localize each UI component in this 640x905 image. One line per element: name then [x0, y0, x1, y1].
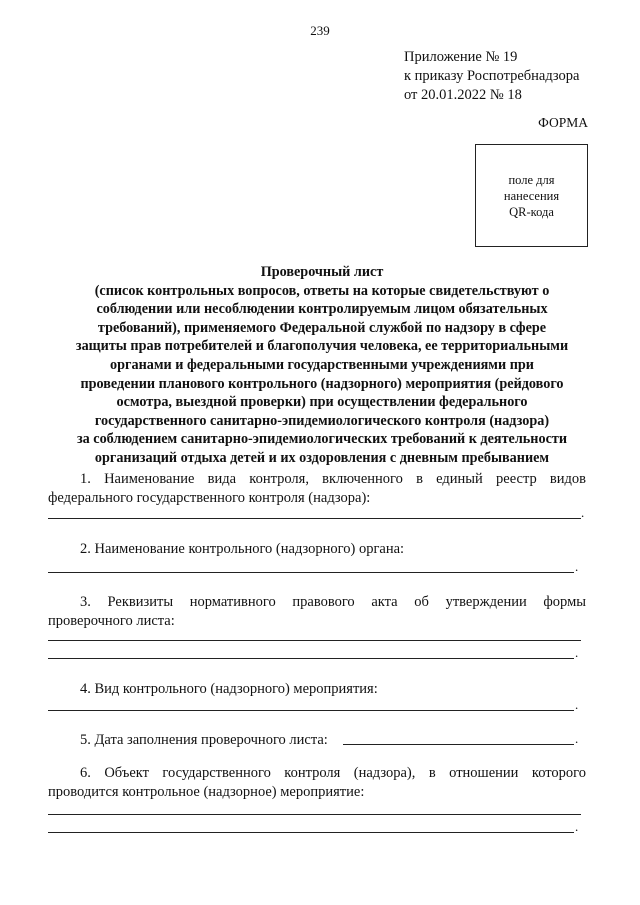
page-number: 239 [310, 23, 330, 38]
title-line: за соблюдением санитарно-эпидемиологических требований к деятельности [76, 431, 568, 448]
title-line: органами и федеральными государственными учреждениями при [110, 356, 534, 373]
line-end-period: . [575, 731, 579, 746]
form-item-1 [48, 470, 586, 508]
item-text: 3. Реквизиты нормативного правового акта об утверждении формы [80, 594, 586, 610]
item-1-fill-line[interactable] [48, 518, 581, 519]
form-item-6 [48, 764, 586, 802]
document-title [60, 263, 584, 468]
item-text: проверочного листа: [48, 613, 175, 629]
item-4-fill-line[interactable] [48, 710, 574, 711]
line-end-period: . [575, 697, 579, 712]
item-5-label: 5. Дата заполнения проверочного листа: [80, 732, 328, 748]
appendix-line: Приложение № 19 [404, 49, 518, 65]
line-end-period: . [575, 559, 579, 574]
line-end-period: . [581, 505, 585, 520]
title-line: требований), применяемого Федеральной службой по надзору в сфере [97, 319, 547, 336]
item-6-fill-line[interactable] [48, 814, 581, 815]
item-5-fill-line[interactable] [343, 744, 574, 745]
item-2-fill-line[interactable] [48, 572, 574, 573]
form-item-3 [48, 593, 586, 631]
qr-label-line: QR-кода [509, 204, 554, 219]
title-line: (список контрольных вопросов, ответы на которые свидетельствуют о [94, 282, 550, 299]
title-line: защиты прав потребителей и благополучия человека, ее территориальными [75, 338, 569, 355]
qr-code-field-label [504, 172, 559, 220]
title-heading: Проверочный лист [260, 264, 384, 280]
line-end-period: . [575, 819, 579, 834]
item-2-label: 2. Наименование контрольного (надзорного) органа: [80, 541, 405, 557]
title-line: государственного санитарно-эпидемиологического контроля (надзора) [94, 412, 550, 429]
qr-code-field [475, 144, 588, 247]
form-label: ФОРМА [538, 115, 588, 130]
appendix-line: к приказу Роспотребнадзора [404, 68, 580, 84]
appendix-line: от 20.01.2022 № 18 [404, 87, 522, 103]
item-text: 1. Наименование вида контроля, включенного в единый реестр видов [80, 471, 586, 487]
title-line: организаций отдыха детей и их оздоровления с дневным пребыванием [94, 449, 550, 466]
appendix-header [404, 48, 579, 105]
item-3-fill-line[interactable] [48, 640, 581, 641]
item-3-fill-line-2[interactable] [48, 658, 574, 659]
item-text: федерального государственного контроля (надзора): [48, 490, 371, 506]
title-line: соблюдении или несоблюдении контролируемым лицом обязательных [96, 301, 548, 318]
qr-label-line: нанесения [503, 188, 560, 203]
line-end-period: . [575, 645, 579, 660]
item-text: проводится контрольное (надзорное) мероприятие: [48, 784, 365, 800]
item-6-fill-line-2[interactable] [48, 832, 574, 833]
title-line: осмотра, выездной проверки) при осуществлении федерального [116, 394, 528, 411]
item-text: 6. Объект государственного контроля (надзора), в отношении которого [80, 765, 586, 781]
item-4-label: 4. Вид контрольного (надзорного) мероприятия: [80, 681, 378, 697]
qr-label-line: поле для [508, 172, 555, 187]
title-line: проведении планового контрольного (надзорного) мероприятия (рейдового [80, 375, 564, 392]
